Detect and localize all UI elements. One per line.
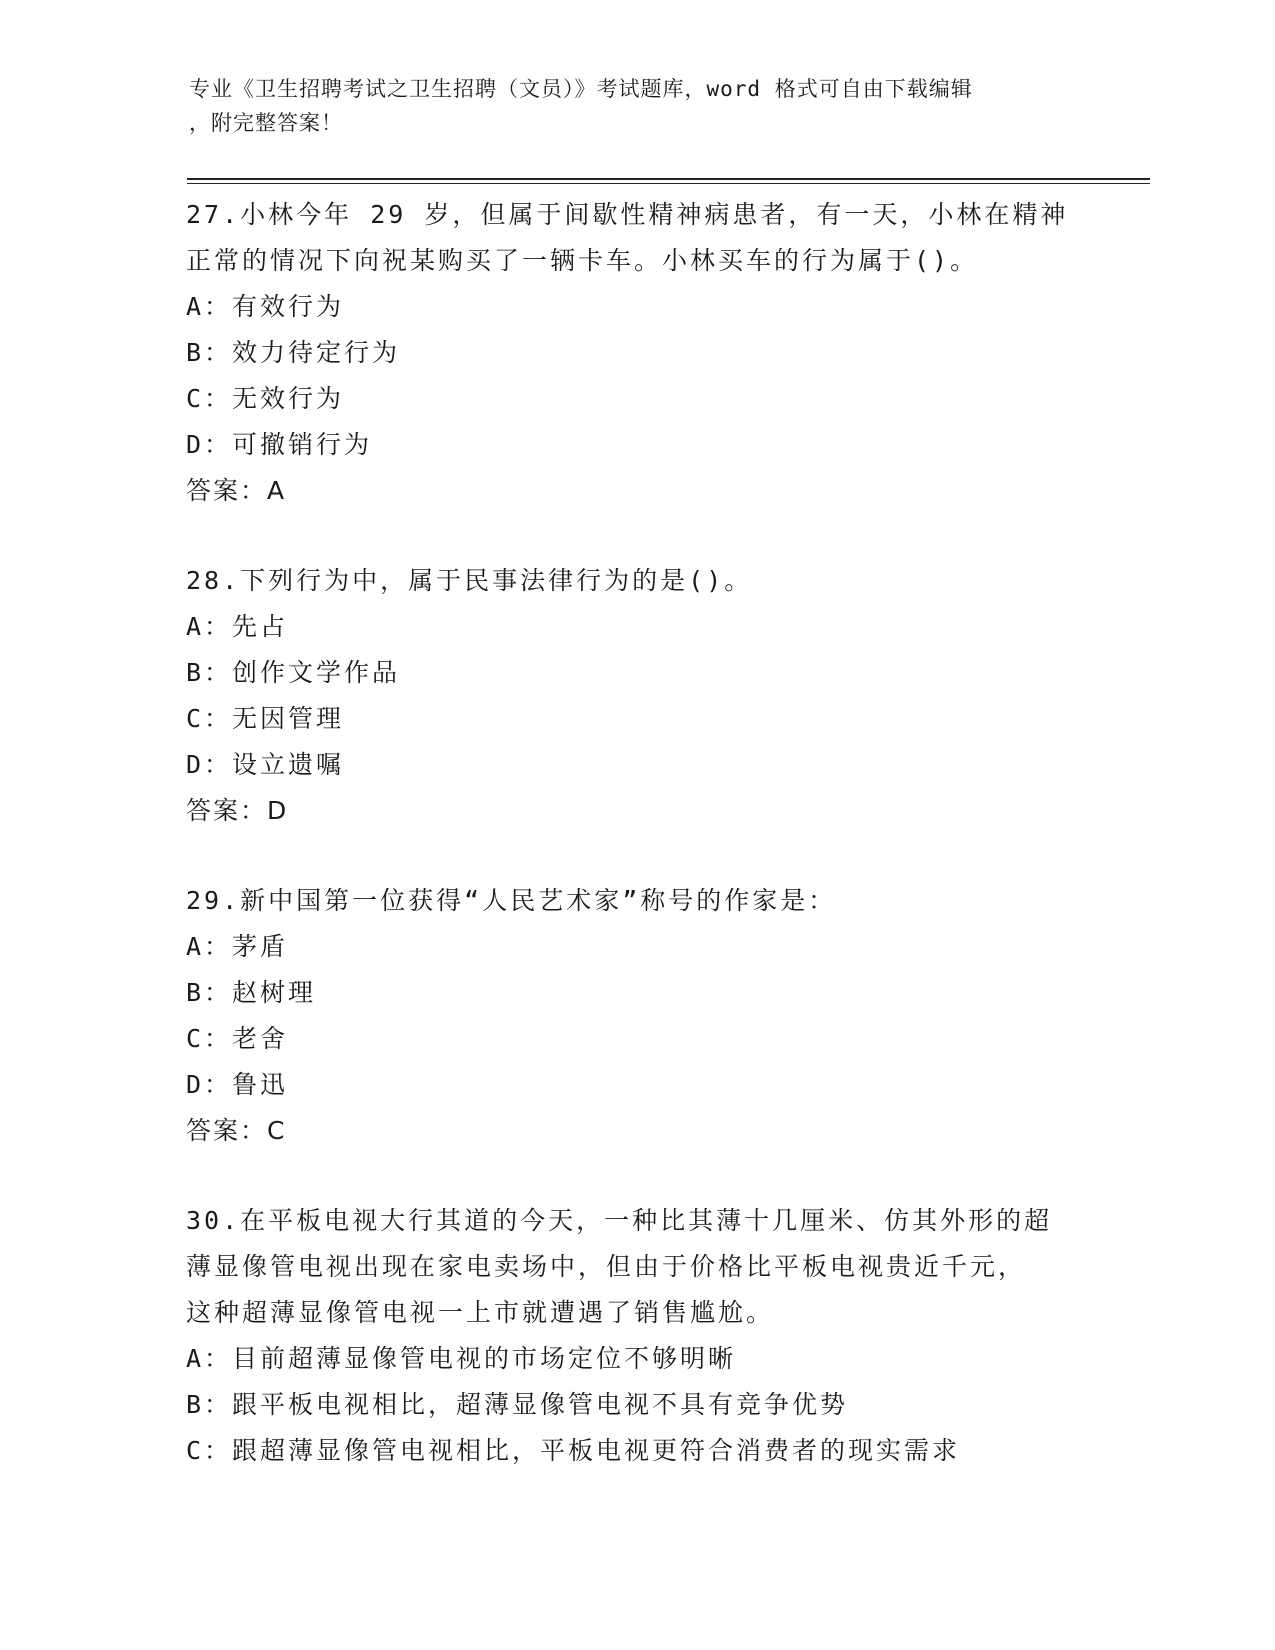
header-line-2: ，附完整答案！ bbox=[189, 111, 343, 135]
option-a: A：目前超薄显像管电视的市场定位不够明晰 bbox=[186, 1344, 737, 1373]
answer-label: 答案：D bbox=[186, 796, 289, 825]
question-30 bbox=[186, 1198, 1086, 1474]
stem-line: 薄显像管电视出现在家电卖场中，但由于价格比平板电视贵近千元， bbox=[186, 1252, 1027, 1281]
option-b: B：跟平板电视相比，超薄显像管电视不具有竞争优势 bbox=[186, 1390, 849, 1419]
option-a: A：先占 bbox=[186, 612, 289, 641]
option-c: C：跟超薄显像管电视相比，平板电视更符合消费者的现实需求 bbox=[186, 1436, 961, 1465]
option-b: B：效力待定行为 bbox=[186, 338, 401, 367]
stem-line: 30.在平板电视大行其道的今天，一种比其薄十几厘米、仿其外形的超 bbox=[186, 1206, 1053, 1235]
question-list bbox=[186, 192, 1086, 1518]
question-stem bbox=[186, 558, 1086, 604]
option-c: C：无效行为 bbox=[186, 384, 345, 413]
option-b: B：赵树理 bbox=[186, 978, 317, 1007]
option-c: C：无因管理 bbox=[186, 704, 345, 733]
option-d: D：鲁迅 bbox=[186, 1070, 289, 1099]
question-stem bbox=[186, 192, 1086, 284]
option-c: C：老舍 bbox=[186, 1024, 289, 1053]
stem-line: 27.小林今年 29 岁，但属于间歇性精神病患者，有一天，小林在精神 bbox=[186, 200, 1069, 229]
question-27 bbox=[186, 192, 1086, 514]
question-stem bbox=[186, 878, 1086, 924]
header-rule-thick bbox=[187, 178, 1150, 180]
option-a: A：有效行为 bbox=[186, 292, 345, 321]
stem-line: 28.下列行为中，属于民事法律行为的是()。 bbox=[186, 566, 753, 595]
option-d: D：可撤销行为 bbox=[186, 430, 373, 459]
option-a: A：茅盾 bbox=[186, 932, 289, 961]
header-line-1: 专业《卫生招聘考试之卫生招聘（文员）》考试题库，word 格式可自由下载编辑 bbox=[189, 77, 973, 101]
header-rule-thin bbox=[187, 183, 1150, 184]
stem-line: 29.新中国第一位获得“人民艺术家”称号的作家是： bbox=[186, 886, 837, 915]
stem-line: 这种超薄显像管电视一上市就遭遇了销售尴尬。 bbox=[186, 1298, 775, 1327]
option-b: B：创作文学作品 bbox=[186, 658, 401, 687]
answer-label: 答案：C bbox=[186, 1116, 287, 1145]
option-d: D：设立遗嘱 bbox=[186, 750, 345, 779]
question-29 bbox=[186, 878, 1086, 1154]
document-header bbox=[189, 72, 1069, 140]
question-28 bbox=[186, 558, 1086, 834]
answer-label: 答案：A bbox=[186, 476, 287, 505]
question-stem bbox=[186, 1198, 1086, 1336]
stem-line: 正常的情况下向祝某购买了一辆卡车。小林买车的行为属于()。 bbox=[186, 246, 979, 275]
